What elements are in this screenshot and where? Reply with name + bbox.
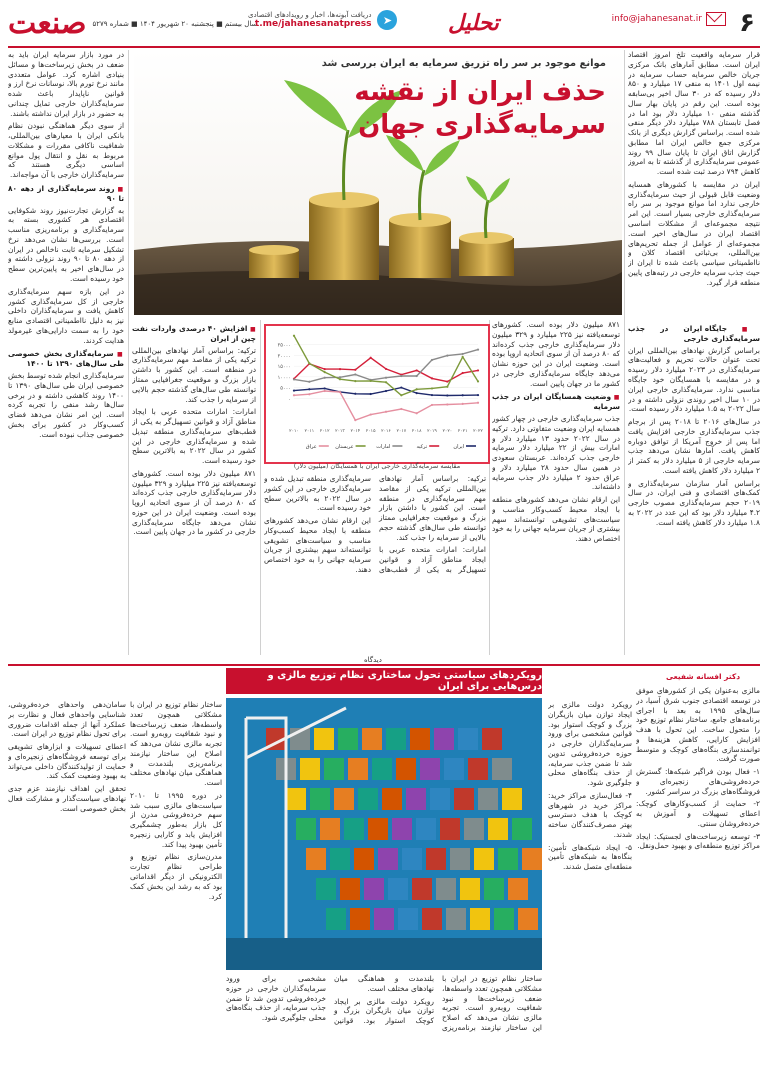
telegram-block[interactable] (248, 10, 397, 30)
shipping-container (402, 848, 422, 870)
y-tick-label: ۱۵۰۰۰ (277, 364, 291, 371)
data-point (370, 357, 372, 359)
shipping-container (340, 878, 360, 900)
data-point (431, 377, 433, 379)
data-point (446, 380, 448, 382)
x-tick-label: ۲۰۱۳ (335, 429, 345, 434)
legend-label: عربستان (335, 444, 354, 450)
data-point (431, 387, 433, 389)
y-tick-label: ۵۰۰۰ (280, 385, 291, 392)
shipping-container (518, 908, 538, 930)
shipping-container (410, 728, 430, 750)
headline-line-2: سرمایه‌گذاری جهان (358, 109, 606, 140)
shipping-container (374, 908, 394, 930)
data-point (446, 394, 448, 396)
page-header (8, 6, 760, 48)
shipping-container (470, 908, 490, 930)
data-point (324, 371, 326, 373)
legend-label: ایران (453, 444, 464, 450)
column-divider (624, 50, 625, 655)
chart-caption: مقایسه سرمایه‌گذاری خارجی ایران با همسایگان (میلیون دلار) (293, 462, 461, 470)
shipping-container (508, 878, 528, 900)
data-point (370, 413, 372, 415)
data-point (324, 377, 326, 379)
subheading: ■ روند سرمایه‌گذاری از دهه ۸۰ تا ۹۰ (8, 184, 124, 204)
x-tick-label: ۲۰۱۰ (289, 429, 299, 434)
paragraph: از سوی دیگر هماهنگی نبودن نظام بانکی ایران با معیارهای بین‌المللی، شفافیت ناکافی مقررات و مشکلات مربوط به نقل و انتقال پول موانع اساسی دیگری هستند که سرمایه‌گذاران خارجی با آن مواجه‌اند. (8, 121, 124, 180)
shipping-container (502, 788, 522, 810)
shipping-container (460, 878, 480, 900)
data-point (385, 368, 387, 370)
shipping-container (344, 818, 364, 840)
paragraph: در مورد بازار سرمایه ایران باید به ضعف در بخش زیرساخت‌ها و مسائل بنیادی اشاره کرد. عوامل متعددی مانند نرخ تورم بالا، نوسانات نرخ ارز و قوانین ناپایدار باعث شده سرمایه‌گذاران خارجی تمایل چندانی به حضور در بازار ایران نداشته باشند. (8, 50, 124, 118)
data-point (354, 380, 356, 382)
port-image (226, 698, 542, 970)
paragraph: سامان‌دهی واحدهای خرده‌فروشی، شناسایی واحدهای فعال و نظارت بر عملکرد آنها از جمله اقدامات ضروری برای تحول نظام توزیع در ایران است. (8, 700, 126, 739)
x-tick-label: ۲۰۱۴ (350, 429, 361, 434)
paragraph: ۵- ایجاد شبکه‌های تأمین: بنگاه‌ها به شبکه‌های تأمین منطقه‌ای متصل شدند. (548, 842, 632, 872)
bottom-column-c (130, 700, 222, 1076)
data-point (308, 362, 310, 364)
data-point (416, 369, 418, 371)
shipping-container (440, 818, 460, 840)
shipping-container (386, 728, 406, 750)
paragraph: ۱- فعال بودن فراگیر شبکه‌ها: گسترش خرده‌فروشی‌های زنجیره‌ای و فروشگاه‌های بزرگ در سراسر کشور. (636, 767, 760, 796)
x-tick-label: ۲۰۱۹ (427, 429, 437, 434)
paragraph: ترکیه: براساس آمار نهادهای بین‌المللی ترکیه یکی از مقاصد مهم سرمایه‌گذاری در منطقه است. این کشور با داشتن بازار بزرگ و موقعیت جغرافیایی ممتاز توانسته طی سال‌های گذشته حجم بالایی از سرمایه را جذب کند. (379, 474, 486, 542)
subheading: ■ افزایش ۴۰ درصدی واردات نفت چین از ایران (132, 324, 256, 344)
data-point (400, 408, 402, 410)
shipping-container (420, 758, 440, 780)
paragraph: امارات: امارات متحده عربی با ایجاد مناطق آزاد و قوانین تسهیل‌گر به یکی از قطب‌های سرمایه‌گذاری منطقه تبدیل شده و سرمایه‌گذاری خارجی در این کشور در سال ۲۰۲۲ به بالاترین سطح خود رسیده است. (132, 407, 256, 466)
data-point (339, 378, 341, 380)
section-title: تحلیل (448, 10, 499, 36)
data-point (400, 394, 402, 396)
y-tick-label: ۲۵۰۰۰ (277, 342, 291, 349)
shipping-container (320, 818, 340, 840)
data-point (324, 368, 326, 370)
paragraph: ۳- توسعه زیرساخت‌های لجستیک: ایجاد مراکز توزیع منطقه‌ای و بهبود حمل‌ونقل. (636, 831, 760, 851)
data-point (477, 380, 479, 382)
shipping-container (300, 758, 320, 780)
paragraph: به گزارش تجارت‌نیوز روند شکوفایی اقتصادی هر کشوری بسته به سرمایه‌گذاری و برنامه‌ریزی مناسب است. بررسی‌ها نشان می‌دهد نرخ تشکیل سرمایه ثابت ناخالص در ایران از دهه ۸۰ تا ۹۰ روند نزولی داشته و در سال‌های اخیر به پایین‌ترین سطح خود رسیده است. (8, 205, 124, 283)
masthead (8, 6, 257, 42)
shipping-container (348, 758, 368, 780)
data-point (477, 369, 479, 371)
x-tick-label: ۲۰۲۰ (442, 429, 453, 434)
data-point (416, 412, 418, 414)
paragraph: ۲- حمایت از کسب‌وکارهای کوچک: اعطای تسهیلات و آموزش به خرده‌فروشان سنتی. (636, 799, 760, 828)
bottom-section-label: دیدگاه (360, 656, 386, 664)
column-3b (132, 320, 256, 655)
shipping-container (388, 878, 408, 900)
data-point (385, 411, 387, 413)
y-tick-label: ۱۰۰۰۰ (277, 374, 291, 381)
shipping-container (454, 788, 474, 810)
data-point (446, 403, 448, 405)
data-point (462, 356, 464, 358)
data-point (400, 375, 402, 377)
data-point (385, 381, 387, 383)
shipping-container (296, 818, 316, 840)
paragraph: مالزی به‌عنوان یکی از کشورهای موفق در توسعه اقتصادی جنوب شرق آسیا، در سال‌های ۱۹۹۵ به بعد با اجرای برنامه‌های جامع، ساختار نظام توزیع خود را متحول ساخت. این تحول با هدف افزایش کارایی، کاهش هزینه‌ها و توانمندسازی بنگاه‌های کوچک و متوسط صورت گرفت. (636, 686, 760, 764)
paragraph: ایران در مقایسه با کشورهای همسایه وضعیت قابل قبولی از حیث سرمایه‌گذاری خارجی ندارد اما موانع موجود بر سر راه سرمایه‌گذاری خارجی بسیار است. این امر نتیجه مجموعه‌ای از مشکلات اساسی اقتصاد ایران در سال‌های اخیر است. مجموعه‌ای از عوامل از جمله تحریم‌های بین‌المللی، بی‌ثباتی اقتصاد کلان و نااطمینانی سیاسی باعث شده تا ایران از حیث جذب سرمایه خارجی در رتبه‌های پایین منطقه قرار گیرد. (628, 179, 760, 287)
data-point (324, 390, 326, 392)
bottom-headline: رویکردهای سیاستی تحول ساختاری نظام توزیع مالزی و درس‌هایی برای ایران (226, 668, 542, 694)
data-point (462, 394, 464, 396)
data-point (339, 391, 341, 393)
data-point (477, 349, 479, 351)
shipping-container (326, 908, 346, 930)
hero-headline (354, 76, 606, 141)
shipping-container (484, 878, 504, 900)
shipping-container (426, 848, 446, 870)
shipping-container (492, 758, 512, 780)
subheading: ■ جایگاه ایران در جذب سرمایه‌گذاری خارجی (628, 324, 760, 344)
paragraph: در دوره ۱۹۹۵ تا ۲۰۱۰ سیاست‌های مالزی سبب شد سهم خرده‌فروشی مدرن از کل بازار به‌طور چشمگیری افزایش یابد و کارایی زنجیره تأمین بهبود پیدا کند. (130, 790, 222, 849)
paragraph: ۸۷۱ میلیون دلار بوده است. کشورهای توسعه‌یافته نیز ۲۲۵ میلیارد و ۳۲۹ میلیون دلار سرمایه‌گذاری خارجی جذب کرده‌اند که ۸۰ درصد آن از سوی اتحادیه اروپا بوده است. وضعیت ایران در این حوزه نشان می‌دهد جایگاه سرمایه‌گذاری خارجی در کشور ما در جهان پایین است. (492, 320, 620, 388)
shipping-container (458, 728, 478, 750)
column-2 (492, 320, 620, 655)
legend-label: عراق (305, 444, 317, 450)
x-tick-label: ۲۰۱۷ (396, 429, 407, 434)
shipping-container (412, 878, 432, 900)
shipping-container (522, 848, 542, 870)
paragraph: براساس گزارش نهادهای بین‌المللی ایران تحت عنوان حالات تحریم و فعالیت‌های سرمایه‌گذاری در ۲۰۲۳ میلیارد دلار رسیده و در مقایسه با همسایگان خود جایگاه مناسبی ندارد. سرمایه‌گذاری خارجی ایران در ۱۰ سال اخیر روندی نزولی داشته و در سال ۲۰۲۲ به ۱.۵ میلیارد دلار رسیده است. (628, 345, 760, 414)
shipping-container (406, 788, 426, 810)
shipping-container (444, 758, 464, 780)
shipping-container (310, 788, 330, 810)
subheading: ■ سرمایه‌گذاری بخش خصوصی طی سال‌های ۱۳۹۰ تا ۱۴۰۰ (8, 349, 124, 369)
x-tick-label: ۲۰۱۸ (411, 429, 422, 434)
y-tick-label: ۲۰۰۰۰ (277, 353, 291, 360)
legend-label: ترکیه (416, 444, 428, 450)
shipping-container (338, 728, 358, 750)
telegram-link[interactable]: t.me/jahanesanatpress (254, 19, 372, 29)
hero-image (134, 50, 622, 315)
data-point (308, 393, 310, 395)
paragraph: امارات: امارات متحده عربی با ایجاد مناطق آزاد و قوانین تسهیل‌گر به یکی از قطب‌های سرمایه‌گذاری منطقه تبدیل شده و سرمایه‌گذاری خارجی در این کشور در سال ۲۰۲۲ به بالاترین سطح خود رسیده است. (264, 474, 486, 574)
data-point (308, 388, 310, 390)
paragraph: این ارقام نشان می‌دهد کشورهای منطقه با ایجاد محیط کسب‌وکار مناسب و سیاست‌های تشویقی توانسته‌اند سهم بیشتری از جریان سرمایه جهانی را به خود اختصاص دهند. (264, 516, 371, 574)
shipping-container (396, 758, 416, 780)
shipping-container (358, 788, 378, 810)
shipping-container (378, 848, 398, 870)
x-tick-label: ۲۰۱۶ (381, 429, 391, 434)
shipping-container (446, 908, 466, 930)
newspaper-logo: صنعت (8, 6, 87, 41)
data-point (354, 419, 356, 421)
hero-supertitle: موانع موجود بر سر راه تزریق سرمایه به ایران بررسی شد (321, 58, 606, 69)
x-tick-label: ۲۰۱۵ (365, 429, 376, 434)
paragraph: ۸۷۱ میلیون دلار بوده است. کشورهای توسعه‌یافته نیز ۲۲۵ میلیارد و ۳۲۹ میلیون دلار سرمایه‌گذاری خارجی جذب کرده‌اند که ۸۰ درصد آن از سوی اتحادیه اروپا بوده است. وضعیت ایران در این حوزه نشان می‌دهد جایگاه سرمایه‌گذاری خارجی در کشور ما در جهان پایین است. (132, 468, 256, 537)
shipping-container (330, 848, 350, 870)
shipping-container (372, 758, 392, 780)
shipping-container (436, 878, 456, 900)
x-tick-label: ۲۰۱۲ (319, 429, 330, 434)
shipping-container (434, 728, 454, 750)
data-point (431, 404, 433, 406)
shipping-container (468, 758, 488, 780)
paragraph: رویکرد دولت مالزی بر ایجاد توازن میان بازیگران بزرگ و کوچک استوار بود. قوانین مشخصی برای ورود سرمایه‌گذاران خارجی در حوزه خرده‌فروشی تدوین شد تا ضمن جذب سرمایه، از حذف بنگاه‌های محلی جلوگیری شود. (226, 974, 434, 1026)
shipping-container (334, 788, 354, 810)
data-point (293, 378, 295, 380)
data-point (446, 355, 448, 357)
column-divider (128, 50, 129, 655)
paragraph: ساختار نظام توزیع در ایران با مشکلاتی همچون تعدد واسطه‌ها، ضعف زیرساخت‌ها و نبود شفافیت روبه‌رو است. تجربه مالزی نشان می‌دهد که اصلاح این ساختار نیازمند برنامه‌ریزی بلندمدت و هماهنگی میان نهادهای مختلف است. (130, 700, 222, 788)
column-left (8, 50, 124, 655)
shipping-container (350, 908, 370, 930)
paragraph: رویکرد دولت مالزی بر ایجاد توازن میان بازیگران بزرگ و کوچک استوار بود. قوانین مشخصی برای ورود سرمایه‌گذاران خارجی در حوزه خرده‌فروشی تدوین شد تا ضمن جذب سرمایه، از حذف بنگاه‌های محلی جلوگیری شود. (548, 700, 632, 788)
shipping-container (306, 848, 326, 870)
shipping-container (498, 848, 518, 870)
paragraph: براساس آمار سازمان سرمایه‌گذاری و کمک‌های اقتصادی و فنی ایران، در سال ۲۰۱۹ حجم سرمایه‌گذاری مصوب خارجی ۴.۲ میلیارد دلار بود که این عدد در ۲۰۲۲ به ۱.۸ میلیارد دلار کاهش یافته است. (628, 478, 760, 527)
data-point (339, 368, 341, 370)
shipping-container (482, 728, 502, 750)
email-address[interactable]: info@jahanesanat.ir (611, 14, 702, 24)
data-point (431, 394, 433, 396)
shipping-container (392, 818, 412, 840)
data-point (324, 387, 326, 389)
chart-frame (264, 324, 490, 464)
paragraph: تحقق این اهداف نیازمند عزم جدی نهادهای سیاست‌گذار و مشارکت فعال بخش خصوصی است. (8, 784, 126, 813)
data-point (354, 373, 356, 375)
x-tick-label: ۲۰۲۱ (457, 429, 468, 434)
data-point (400, 386, 402, 388)
bottom-column-b (548, 700, 632, 1076)
line-chart (266, 326, 484, 458)
paragraph: سرمایه‌گذاری انجام شده توسط بخش خصوصی ایران طی سال‌های ۱۳۹۰ تا ۱۴۰۰ روند کاهشی داشته و در برخی سال‌ها رشد منفی را تجربه کرده است. این امر نشان می‌دهد فضای کسب‌وکار در کشور برای بخش خصوصی جذاب نبوده است. (8, 371, 124, 439)
bottom-column-under-image (226, 974, 542, 1076)
shipping-container (422, 908, 442, 930)
data-point (462, 353, 464, 355)
paragraph: ترکیه: براساس آمار نهادهای بین‌المللی ترکیه یکی از مقاصد مهم سرمایه‌گذاری در منطقه است. این کشور با داشتن بازار بزرگ و موقعیت جغرافیایی ممتاز توانسته طی سال‌های گذشته حجم بالایی از سرمایه را جذب کند. (132, 345, 256, 404)
column-3 (264, 474, 486, 656)
page-number: ۶ (739, 8, 755, 38)
paragraph: در سال‌های ۲۰۱۶ تا ۲۰۱۸ پس از برجام جذب سرمایه‌گذاری خارجی افزایش یافت اما پس از خروج آمریکا از توافق دوباره کاهش یافت. آمارها نشان می‌دهد جذب سرمایه خارجی از ۵ میلیارد دلار به کمتر از ۲ میلیارد دلار کاهش یافته است. (628, 417, 760, 475)
data-point (370, 380, 372, 382)
data-point (431, 359, 433, 361)
x-tick-label: ۲۰۱۱ (304, 429, 315, 434)
shipping-container (464, 818, 484, 840)
paragraph: ۴- فعال‌سازی مراکز خرید: مراکز خرید در شهرهای کوچک با هدف دسترسی بهتر مصرف‌کنندگان ساخته شدند. (548, 790, 632, 839)
data-point (416, 392, 418, 394)
author-name: دکتر افسانه شفیعی (666, 672, 741, 681)
subheading: ■ وضعیت همسایگان ایران در جذب سرمایه (492, 392, 620, 412)
container-port-illustration (226, 698, 542, 970)
shipping-container (324, 758, 344, 780)
paragraph: این ارقام نشان می‌دهد کشورهای منطقه با ایجاد محیط کسب‌وکار مناسب و سیاست‌های تشویقی توانسته‌اند سهم بیشتری از جریان سرمایه جهانی را به خود اختصاص دهند. (492, 495, 620, 544)
email-block[interactable] (612, 12, 726, 26)
issue-line: سال بیستم ■ پنجشنبه ۲۰ شهریور ۱۴۰۴ ■ شماره ۵۲۷۹ (92, 20, 258, 28)
data-point (462, 372, 464, 374)
data-point (446, 386, 448, 388)
mail-icon (706, 12, 726, 26)
shipping-container (286, 788, 306, 810)
shipping-container (368, 818, 388, 840)
data-point (462, 403, 464, 405)
data-point (293, 335, 295, 337)
column-divider (260, 320, 261, 655)
data-point (416, 375, 418, 377)
shipping-container (474, 848, 494, 870)
shipping-container (354, 848, 374, 870)
data-point (293, 389, 295, 391)
shipping-container (398, 908, 418, 930)
bottom-column-d (8, 700, 126, 1076)
data-point (339, 376, 341, 378)
data-point (477, 394, 479, 396)
data-point (354, 369, 356, 371)
paragraph: در این بازه سهم سرمایه‌گذاری خارجی از کل سرمایه‌گذاری کشور کاهش یافت و سرمایه‌گذاران داخلی نیز به دلیل نااطمینانی اقتصادی منابع خود را به سمت دارایی‌های غیرمولد هدایت کردند. (8, 286, 124, 345)
shipping-container (316, 878, 336, 900)
column-right-mid (628, 320, 760, 655)
shipping-container (364, 878, 384, 900)
shipping-container (450, 848, 470, 870)
bottom-column-a (636, 686, 760, 1076)
telegram-note: دریافت آبونه‌ها، اخبار و رویدادهای اقتصادی (248, 11, 372, 19)
shipping-container (478, 788, 498, 810)
y-tick-label: ۰ (288, 396, 291, 403)
x-tick-label: ۲۰۲۲ (473, 429, 483, 434)
data-point (385, 390, 387, 392)
telegram-icon: ➤ (377, 10, 397, 30)
shipping-container (382, 788, 402, 810)
data-point (385, 377, 387, 379)
paragraph: مدرن‌سازی نظام توزیع و طراحی نظام تجارت الکترونیکی از دیگر اقداماتی بود که به رشد این بخش کمک کرد. (130, 852, 222, 901)
data-point (308, 381, 310, 383)
data-point (370, 393, 372, 395)
shipping-container (416, 818, 436, 840)
paragraph: ساختار نظام توزیع در ایران با مشکلاتی همچون تعدد واسطه‌ها، ضعف زیرساخت‌ها و نبود شفافیت روبه‌رو است. تجربه مالزی نشان می‌دهد که اصلاح این ساختار نیازمند برنامه‌ریزی بلندمدت و هماهنگی میان نهادهای مختلف است. (334, 974, 542, 1032)
shipping-container (314, 728, 334, 750)
paragraph: اعطای تسهیلات و ابزارهای تشویقی برای توسعه فروشگاه‌های زنجیره‌ای و حمایت از تولیدکنندگان داخلی می‌تواند به بهبود وضعیت کمک کند. (8, 742, 126, 781)
legend-label: امارات (376, 444, 391, 450)
data-point (416, 388, 418, 390)
shipping-container (512, 818, 532, 840)
paragraph: جذب سرمایه‌گذاری خارجی در چهار کشور همسایه ایران وضعیت متفاوتی دارد. ترکیه در سال ۲۰۲۲ حدود ۱۳ میلیارد دلار و امارات بیش از ۲۲ میلیارد دلار سرمایه خارجی جذب کرده‌اند. عربستان سعودی در همین سال حدود ۲۸ میلیارد دلار و عراق حدود ۲ میلیارد دلار جذب سرمایه داشته‌اند. (492, 414, 620, 492)
data-point (354, 393, 356, 395)
shipping-container (494, 908, 514, 930)
data-point (477, 402, 479, 404)
column-right-top (628, 50, 760, 315)
headline-line-1: حذف ایران از نقشه (354, 77, 606, 107)
paragraph: قرار سرمایه واقعیت تلخ امروز اقتصاد ایران است. مطابق آمارهای بانک مرکزی جریان خالص سرمایه حساب سرمایه در نیمه اول ۱۴۰۱ به منفی ۱۷ میلیارد و ۸۵۰ دلار رسیده که در ۳۰ سال اخیر بی‌سابقه بوده است. این رقم در پایان بهار سال گذشته منفی ۱۰ میلیارد دلار بود اما در فصل تابستان ۷۸۸ میلیارد دلار دیگر منفی شده است. براساس گزارش دیگری از بانک مرکزی جمع خالص ایران اما مطابق گزارش اتاق ایران تا پایان سال ۹۹ روند عمومی سرمایه‌گذاری از گذشته تا به امروز کاهش ۷۹۴ درصد ثبت شده است. (628, 50, 760, 177)
data-point (293, 394, 295, 396)
shipping-container (488, 818, 508, 840)
shipping-container (362, 728, 382, 750)
shipping-container (430, 788, 450, 810)
